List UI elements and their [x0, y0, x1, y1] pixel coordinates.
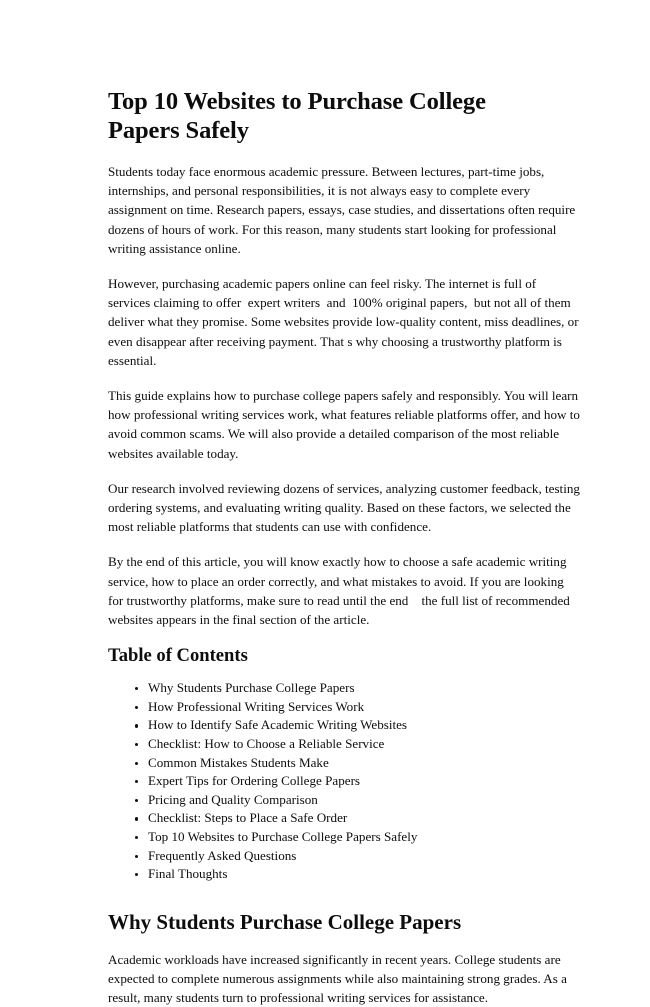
table-of-contents-heading: Table of Contents [108, 645, 248, 667]
intro-paragraph-4: Our research involved reviewing dozens of services, analyzing customer feedback, testing ordering systems, and evaluating writing quality. Based on these factors, we selected the most reliable platforms that students can use with confidence. [108, 480, 584, 535]
list-item[interactable]: Top 10 Websites to Purchase College Papers Safely [135, 828, 580, 847]
list-item[interactable]: Checklist: Steps to Place a Safe Order [135, 809, 580, 828]
intro-paragraph-5: By the end of this article, you will know exactly how to choose a safe academic writing service, how to place an order correctly, and what mistakes to avoid. If you are looking for trustworthy platforms, make sure to read until the end the full list of recommended websites appears in the final section of the article. [108, 554, 574, 628]
list-item[interactable]: Expert Tips for Ordering College Papers [135, 772, 580, 791]
list-item[interactable]: Frequently Asked Questions [135, 847, 580, 866]
list-item[interactable]: Final Thoughts [135, 865, 580, 884]
intro-paragraph-1: Students today face enormous academic pressure. Between lectures, part-time jobs, internships, and personal responsibilities, it is not always easy to complete every assignment on time. Research papers, essays, case studies, and dissertations often require dozens of hours of work. For this reason, many students start looking for professional writing assistance online. [108, 164, 579, 256]
intro-paragraph-2: However, purchasing academic papers online can feel risky. The internet is full of services claiming to offer expert writers and 100% original papers, but not all of them deliver what they promise. Some websites provide low-quality content, miss deadlines, or even disappear after receiving payment. That s why choosing a trustworthy platform is essential. [108, 276, 582, 368]
section-paragraph: Academic workloads have increased significantly in recent years. College students are expected to complete numerous assignments while also maintaining strong grades. As a result, many students turn to professional writing services for assistance. [108, 951, 571, 1006]
section-heading-why-students-purchase-college-papers: Why Students Purchase College Papers [108, 909, 462, 934]
list-item[interactable]: Checklist: How to Choose a Reliable Service [135, 735, 580, 754]
list-item[interactable]: Common Mistakes Students Make [135, 754, 580, 773]
table-of-contents-list [108, 679, 580, 884]
list-item[interactable]: How to Identify Safe Academic Writing Websites [135, 716, 580, 735]
list-item[interactable]: Why Students Purchase College Papers [135, 679, 580, 698]
list-item[interactable]: How Professional Writing Services Work [135, 698, 580, 717]
page-title: Top 10 Websites to Purchase College Papers Safely [108, 88, 486, 144]
intro-paragraph-3: This guide explains how to purchase college papers safely and responsibly. You will learn how professional writing services work, what features reliable platforms offer, and how to avoid common scams. We will also provide a detailed comparison of the most reliable websites available today. [108, 388, 584, 461]
list-item[interactable]: Pricing and Quality Comparison [135, 791, 580, 810]
